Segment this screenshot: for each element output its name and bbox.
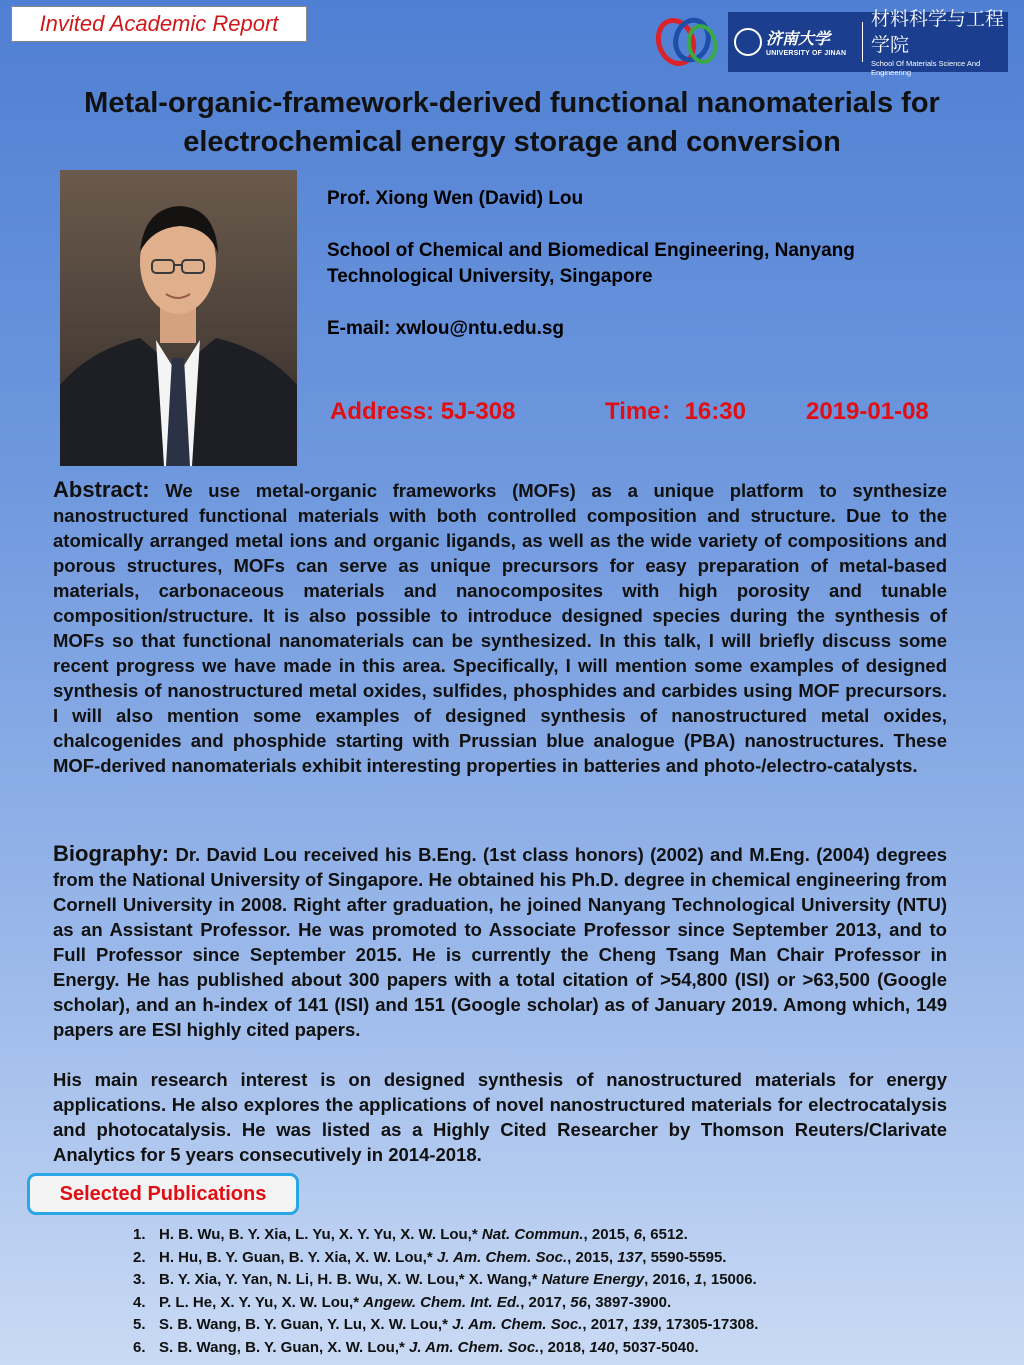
publication-number: 6. bbox=[133, 1338, 146, 1356]
publication-authors: S. B. Wang, B. Y. Guan, Y. Lu, X. W. Lou,* bbox=[159, 1316, 453, 1333]
publication-item bbox=[133, 1337, 993, 1360]
speaker-name: Prof. Xiong Wen (David) Lou bbox=[327, 188, 584, 209]
college-name-en: School Of Materials Science And Engineering bbox=[871, 59, 981, 77]
publication-item bbox=[133, 1224, 993, 1247]
event-date: 2019-01-08 bbox=[806, 398, 929, 425]
biography-text: Dr. David Lou received his B.Eng. (1st class honors) (2002) and M.Eng. (2004) degrees from the National University of Singapore. He obtained his Ph.D. degree in chemical engineering from Cornell University in 2008. Right after graduation, he joined Nanyang Technological University (NTU) as an Assistant Professor. He was promoted to Associate Professor since September 2013, and to Full Professor since September 2015. He is currently the Cheng Tsang Man Chair Professor in Energy. He has published about 300 papers with a total citation of >54,800 (ISI) or >63,500 (Google scholar), and an h-index of 141 (ISI) and 151 (Google scholar) as of January 2019. Among which, 149 papers are ESI highly cited papers. bbox=[53, 844, 948, 1040]
abstract-label: Abstract: bbox=[53, 477, 150, 502]
research-interest-paragraph: His main research interest is on designed synthesis of nanostructured materials for energy applications. He also explores the applications of novel nanostructured materials for electrocatalysis and photocatalysis. He was listed as a Highly Cited Researcher by Thomson Reuters/Clarivate Analytics for 5 years consecutively in 2014-2018. bbox=[53, 1069, 947, 1165]
speaker-affiliation bbox=[327, 238, 967, 290]
publication-volume: 56 bbox=[570, 1293, 587, 1311]
publication-volume: 140 bbox=[589, 1338, 615, 1356]
publication-journal: J. Am. Chem. Soc. bbox=[452, 1316, 583, 1333]
college-name-cn: 材料科学与工程学院 bbox=[871, 9, 1005, 56]
university-seal-icon bbox=[734, 28, 762, 56]
publication-authors: P. L. He, X. Y. Yu, X. W. Lou,* bbox=[159, 1293, 364, 1311]
publication-item bbox=[133, 1247, 993, 1270]
speaker-affiliation-line1: School of Chemical and Biomedical Engineering, Nanyang bbox=[327, 240, 855, 261]
publication-year: , 2015, bbox=[583, 1226, 634, 1243]
publication-item bbox=[133, 1269, 993, 1292]
biography-section bbox=[53, 841, 947, 1042]
publication-volume: 1 bbox=[694, 1271, 703, 1288]
selected-publications-button[interactable]: Selected Publications bbox=[27, 1173, 299, 1215]
publication-authors: B. Y. Xia, Y. Yan, N. Li, H. B. Wu, X. W. Lou,* X. Wang,* bbox=[159, 1271, 542, 1288]
publication-journal: Nature Energy bbox=[541, 1271, 645, 1288]
publication-pages: , 15006. bbox=[702, 1271, 757, 1288]
publication-authors: H. Hu, B. Y. Guan, B. Y. Xia, X. W. Lou,* bbox=[159, 1248, 437, 1266]
publication-year: , 2018, bbox=[539, 1338, 590, 1356]
publication-journal: J. Am. Chem. Soc. bbox=[409, 1338, 540, 1356]
publication-journal: Angew. Chem. Int. Ed. bbox=[363, 1293, 521, 1311]
publication-volume: 139 bbox=[632, 1316, 658, 1333]
abstract-text: We use metal-organic frameworks (MOFs) as a unique platform to synthesize nanostructured functional materials with both controlled composition and structure. Due to the atomically arranged metal ions and organic ligands, as well as the wide variety of compositions and porous structures, MOFs can serve as unique precursors for easy preparation of metal-based materials, carbonaceous materials and nanocomposites with high porosity and tunable composition/structure. It is also possible to introduce designed species during the synthesis of MOFs so that functional nanomaterials can be synthesized. In this talk, I will briefly discuss some recent progress we have made in this area. Specifically, I will mention some examples of designed synthesis of nanostructured metal oxides, sulfides, phosphides and carbides using MOF precursors. I will also mention some examples of designed synthesis of nanostructured metal oxides, chalcogenides and phosphide starting with Prussian blue analogue (PBA) nanostructures. These MOF-derived nanomaterials exhibit interesting properties in batteries and photo-/electro-catalysts. bbox=[53, 480, 947, 776]
publication-volume: 6 bbox=[633, 1226, 642, 1243]
publication-item bbox=[133, 1292, 993, 1315]
college-logo-icon bbox=[652, 12, 722, 70]
talk-title bbox=[20, 84, 1004, 162]
publication-volume: 137 bbox=[617, 1248, 643, 1266]
publication-journal: J. Am. Chem. Soc. bbox=[436, 1248, 568, 1266]
publication-pages: , 17305-17308. bbox=[657, 1316, 759, 1333]
publication-authors: S. B. Wang, B. Y. Guan, X. W. Lou,* bbox=[159, 1338, 410, 1356]
speaker-affiliation-line2: Technological University, Singapore bbox=[327, 266, 653, 287]
publication-authors: H. B. Wu, B. Y. Xia, L. Yu, X. Y. Yu, X. W. Lou,* bbox=[159, 1226, 482, 1243]
publication-number: 1. bbox=[133, 1226, 146, 1243]
publication-pages: , 5590-5595. bbox=[642, 1248, 727, 1266]
publication-journal: Nat. Commun. bbox=[481, 1226, 584, 1243]
publication-pages: , 5037-5040. bbox=[614, 1338, 699, 1356]
banner-divider bbox=[862, 22, 863, 62]
publication-pages: , 3897-3900. bbox=[586, 1293, 672, 1311]
publication-year: , 2017, bbox=[520, 1293, 571, 1311]
publication-year: , 2017, bbox=[582, 1316, 633, 1333]
event-address: Address: 5J-308 bbox=[330, 398, 516, 425]
report-type-tag: Invited Academic Report bbox=[11, 6, 307, 42]
speaker-email: E-mail: xwlou@ntu.edu.sg bbox=[327, 318, 565, 339]
publication-number: 3. bbox=[133, 1271, 146, 1288]
university-banner bbox=[728, 9, 1008, 77]
publication-year: , 2015, bbox=[567, 1248, 618, 1266]
publication-number: 5. bbox=[133, 1316, 146, 1333]
abstract-section bbox=[53, 477, 947, 778]
publication-number: 4. bbox=[133, 1293, 146, 1311]
talk-title-line1: Metal-organic-framework-derived functional nanomaterials for bbox=[84, 87, 940, 119]
talk-title-line2: electrochemical energy storage and conversion bbox=[183, 126, 841, 158]
publication-number: 2. bbox=[133, 1248, 146, 1266]
publication-list bbox=[133, 1224, 993, 1359]
event-time: Time：16:30 bbox=[605, 398, 746, 425]
publication-pages: , 6512. bbox=[641, 1226, 688, 1243]
publication-year: , 2016, bbox=[644, 1271, 695, 1288]
speaker-photo bbox=[60, 170, 297, 466]
university-name-en: UNIVERSITY OF JINAN bbox=[766, 49, 847, 57]
publication-item bbox=[133, 1314, 993, 1337]
university-name-cn: 济南大学 bbox=[766, 28, 831, 48]
biography-label: Biography: bbox=[53, 841, 170, 866]
